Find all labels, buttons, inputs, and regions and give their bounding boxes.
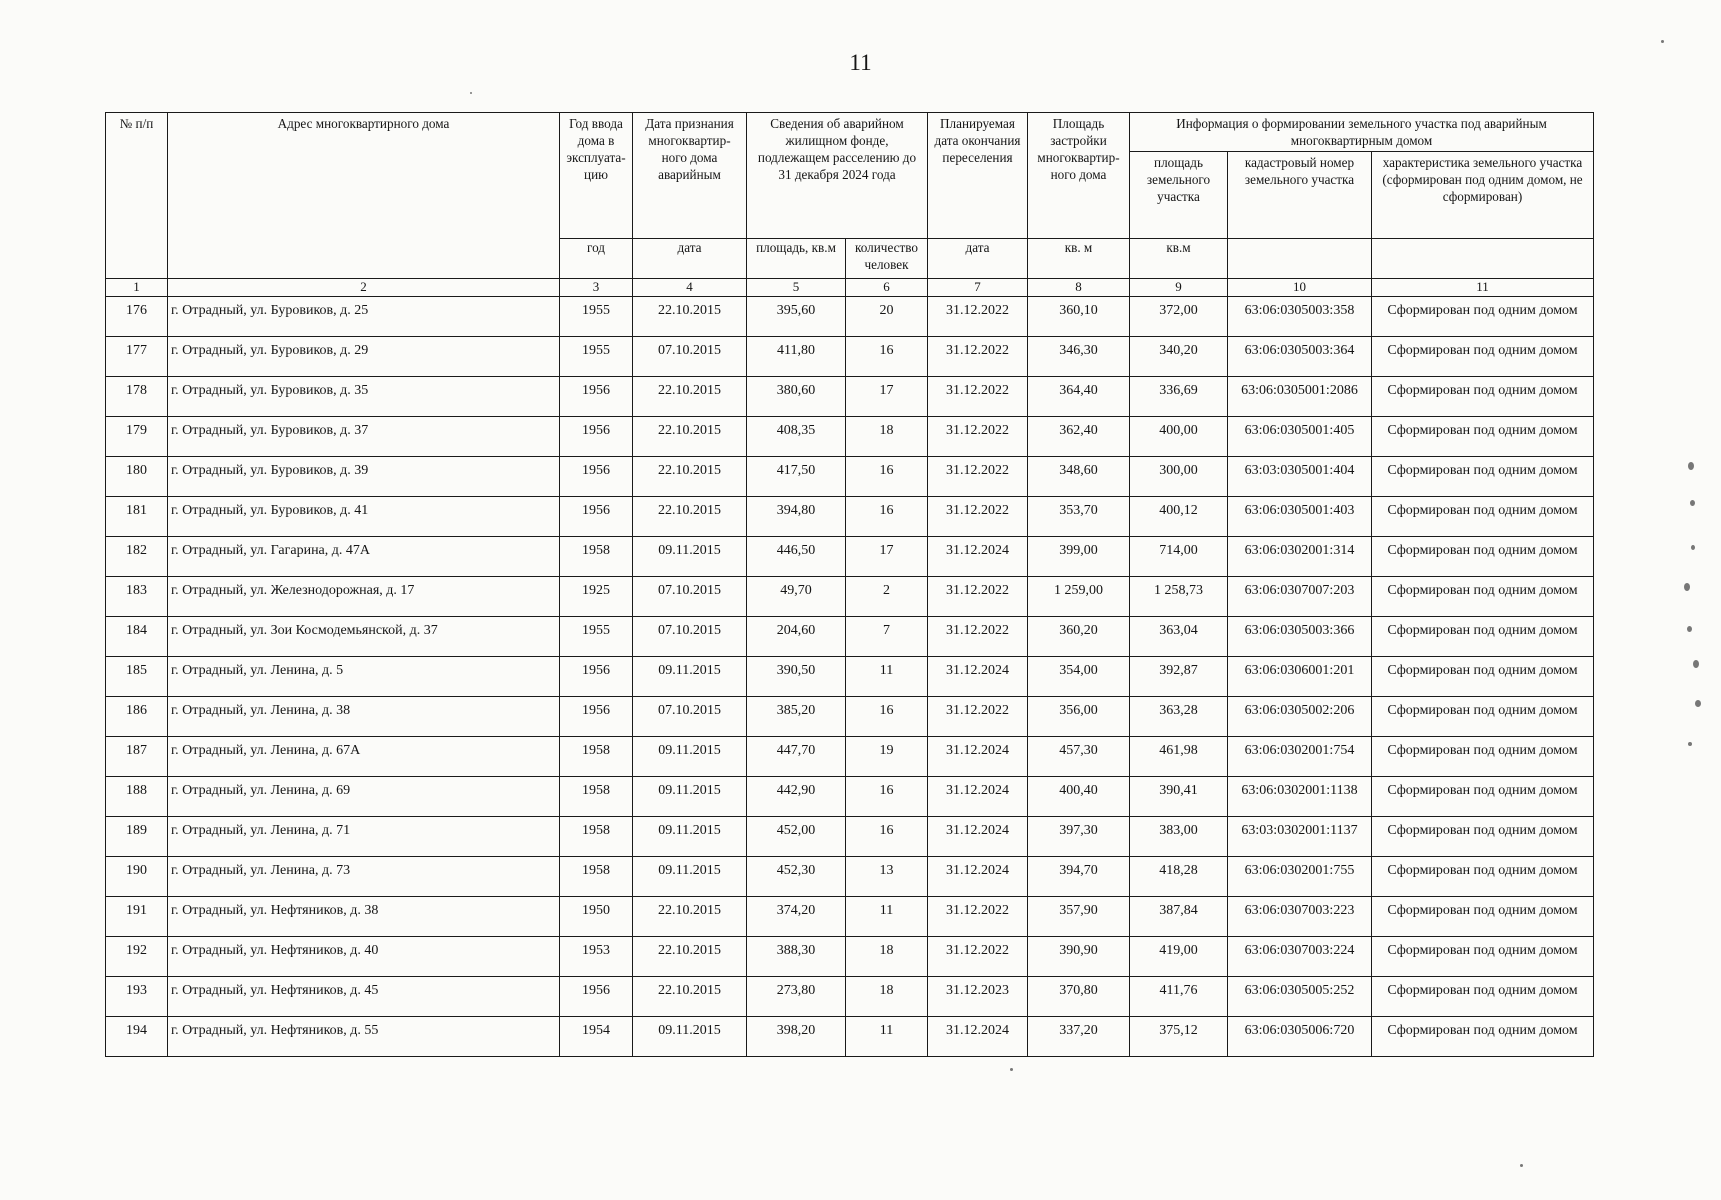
recognition-date-cell: 09.11.2015 — [633, 817, 747, 857]
year-cell: 1955 — [560, 617, 633, 657]
cadastre-number-cell: 63:06:0305006:720 — [1228, 1017, 1372, 1057]
resettlement-date-cell: 31.12.2024 — [928, 537, 1028, 577]
land-status-cell: Сформирован под одним домом — [1372, 897, 1594, 937]
cadastre-number-cell: 63:06:0307007:203 — [1228, 577, 1372, 617]
land-area-cell: 363,28 — [1130, 697, 1228, 737]
unit-build-area: кв. м — [1028, 239, 1130, 279]
recognition-date-cell: 07.10.2015 — [633, 577, 747, 617]
cadastre-number-cell: 63:06:0307003:223 — [1228, 897, 1372, 937]
recognition-date-cell: 22.10.2015 — [633, 497, 747, 537]
land-status-cell: Сформирован под одним домом — [1372, 497, 1594, 537]
building-area-cell: 337,20 — [1028, 1017, 1130, 1057]
year-cell: 1958 — [560, 537, 633, 577]
land-status-cell: Сформирован под одним домом — [1372, 737, 1594, 777]
people-count-cell: 16 — [846, 777, 928, 817]
land-status-cell: Сформирован под одним домом — [1372, 857, 1594, 897]
header-recognition-date: Дата признания многоквартир-ного дома аварийным — [633, 113, 747, 239]
recognition-date-cell: 22.10.2015 — [633, 897, 747, 937]
people-count-cell: 17 — [846, 537, 928, 577]
cadastre-number-cell: 63:03:0302001:1137 — [1228, 817, 1372, 857]
land-status-cell: Сформирован под одним домом — [1372, 617, 1594, 657]
people-count-cell: 11 — [846, 897, 928, 937]
address-cell: г. Отрадный, ул. Нефтяников, д. 38 — [168, 897, 560, 937]
recognition-date-cell: 09.11.2015 — [633, 1017, 747, 1057]
people-count-cell: 2 — [846, 577, 928, 617]
cadastre-number-cell: 63:03:0305001:404 — [1228, 457, 1372, 497]
people-count-cell: 11 — [846, 657, 928, 697]
year-cell: 1950 — [560, 897, 633, 937]
land-area-cell: 300,00 — [1130, 457, 1228, 497]
unit-area: площадь, кв.м — [747, 239, 846, 279]
row-number-cell: 183 — [106, 577, 168, 617]
people-count-cell: 7 — [846, 617, 928, 657]
table-row — [106, 857, 1594, 897]
year-cell: 1954 — [560, 1017, 633, 1057]
land-area-cell: 390,41 — [1130, 777, 1228, 817]
unit-date: дата — [633, 239, 747, 279]
column-number: 4 — [633, 279, 747, 297]
land-status-cell: Сформирован под одним домом — [1372, 417, 1594, 457]
building-area-cell: 360,10 — [1028, 297, 1130, 337]
column-number: 6 — [846, 279, 928, 297]
building-area-cell: 400,40 — [1028, 777, 1130, 817]
area-cell: 447,70 — [747, 737, 846, 777]
resettlement-date-cell: 31.12.2022 — [928, 457, 1028, 497]
row-number-cell: 180 — [106, 457, 168, 497]
people-count-cell: 16 — [846, 497, 928, 537]
address-cell: г. Отрадный, ул. Буровиков, д. 41 — [168, 497, 560, 537]
land-area-cell: 461,98 — [1130, 737, 1228, 777]
land-status-cell: Сформирован под одним домом — [1372, 337, 1594, 377]
year-cell: 1958 — [560, 817, 633, 857]
land-status-cell: Сформирован под одним домом — [1372, 457, 1594, 497]
area-cell: 398,20 — [747, 1017, 846, 1057]
recognition-date-cell: 07.10.2015 — [633, 697, 747, 737]
row-number-cell: 191 — [106, 897, 168, 937]
area-cell: 395,60 — [747, 297, 846, 337]
address-cell: г. Отрадный, ул. Нефтяников, д. 55 — [168, 1017, 560, 1057]
building-area-cell: 397,30 — [1028, 817, 1130, 857]
address-cell: г. Отрадный, ул. Ленина, д. 67А — [168, 737, 560, 777]
land-status-cell: Сформирован под одним домом — [1372, 297, 1594, 337]
recognition-date-cell: 09.11.2015 — [633, 537, 747, 577]
land-status-cell: Сформирован под одним домом — [1372, 577, 1594, 617]
building-area-cell: 353,70 — [1028, 497, 1130, 537]
people-count-cell: 16 — [846, 697, 928, 737]
resettlement-date-cell: 31.12.2022 — [928, 497, 1028, 537]
resettlement-date-cell: 31.12.2024 — [928, 1017, 1028, 1057]
cadastre-number-cell: 63:06:0305001:403 — [1228, 497, 1372, 537]
land-area-cell: 418,28 — [1130, 857, 1228, 897]
year-cell: 1956 — [560, 457, 633, 497]
cadastre-number-cell: 63:06:0305003:366 — [1228, 617, 1372, 657]
row-number-cell: 179 — [106, 417, 168, 457]
area-cell: 388,30 — [747, 937, 846, 977]
area-cell: 374,20 — [747, 897, 846, 937]
table-row — [106, 497, 1594, 537]
column-number: 5 — [747, 279, 846, 297]
area-cell: 452,30 — [747, 857, 846, 897]
address-cell: г. Отрадный, ул. Ленина, д. 69 — [168, 777, 560, 817]
resettlement-date-cell: 31.12.2022 — [928, 417, 1028, 457]
unit-people: количество человек — [846, 239, 928, 279]
land-area-cell: 400,00 — [1130, 417, 1228, 457]
row-number-cell: 190 — [106, 857, 168, 897]
cadastre-number-cell: 63:06:0306001:201 — [1228, 657, 1372, 697]
land-area-cell: 400,12 — [1130, 497, 1228, 537]
resettlement-date-cell: 31.12.2022 — [928, 897, 1028, 937]
building-area-cell: 354,00 — [1028, 657, 1130, 697]
area-cell: 394,80 — [747, 497, 846, 537]
cadastre-number-cell: 63:06:0305001:2086 — [1228, 377, 1372, 417]
table-row — [106, 977, 1594, 1017]
area-cell: 442,90 — [747, 777, 846, 817]
table-row — [106, 777, 1594, 817]
header-land-plot-group — [1130, 113, 1594, 239]
address-cell: г. Отрадный, ул. Буровиков, д. 39 — [168, 457, 560, 497]
row-number-cell: 189 — [106, 817, 168, 857]
area-cell: 411,80 — [747, 337, 846, 377]
row-number-cell: 176 — [106, 297, 168, 337]
row-number-cell: 182 — [106, 537, 168, 577]
address-cell: г. Отрадный, ул. Буровиков, д. 29 — [168, 337, 560, 377]
unit-year: год — [560, 239, 633, 279]
year-cell: 1955 — [560, 337, 633, 377]
building-area-cell: 370,80 — [1028, 977, 1130, 1017]
land-status-cell: Сформирован под одним домом — [1372, 937, 1594, 977]
column-number: 3 — [560, 279, 633, 297]
header-building-area: Площадь застройки многоквартир-ного дома — [1028, 113, 1130, 239]
year-cell: 1956 — [560, 417, 633, 457]
year-cell: 1956 — [560, 977, 633, 1017]
land-status-cell: Сформирован под одним домом — [1372, 817, 1594, 857]
building-area-cell: 1 259,00 — [1028, 577, 1130, 617]
cadastre-number-cell: 63:06:0305003:358 — [1228, 297, 1372, 337]
unit-land-area: кв.м — [1130, 239, 1228, 279]
resettlement-date-cell: 31.12.2024 — [928, 737, 1028, 777]
building-area-cell: 356,00 — [1028, 697, 1130, 737]
row-number-cell: 178 — [106, 377, 168, 417]
cadastre-number-cell: 63:06:0305003:364 — [1228, 337, 1372, 377]
area-cell: 204,60 — [747, 617, 846, 657]
resettlement-date-cell: 31.12.2022 — [928, 617, 1028, 657]
year-cell: 1955 — [560, 297, 633, 337]
header-land-status: характеристика земельного участка (сформирован под одним домом, не сформирован) — [1382, 155, 1583, 204]
table-row — [106, 697, 1594, 737]
people-count-cell: 13 — [846, 857, 928, 897]
header-row-number: № п/п — [106, 113, 168, 279]
resettlement-date-cell: 31.12.2023 — [928, 977, 1028, 1017]
address-cell: г. Отрадный, ул. Гагарина, д. 47А — [168, 537, 560, 577]
table-row — [106, 457, 1594, 497]
people-count-cell: 18 — [846, 977, 928, 1017]
land-area-cell: 392,87 — [1130, 657, 1228, 697]
cadastre-number-cell: 63:06:0305002:206 — [1228, 697, 1372, 737]
year-cell: 1958 — [560, 857, 633, 897]
cadastre-number-cell: 63:06:0302001:314 — [1228, 537, 1372, 577]
address-cell: г. Отрадный, ул. Буровиков, д. 35 — [168, 377, 560, 417]
resettlement-date-cell: 31.12.2022 — [928, 377, 1028, 417]
table-row — [106, 537, 1594, 577]
people-count-cell: 18 — [846, 937, 928, 977]
land-status-cell: Сформирован под одним домом — [1372, 697, 1594, 737]
header-land-plot-info: Информация о формировании земельного участка под аварийным многоквартирным домом — [1130, 113, 1593, 152]
cadastre-number-cell: 63:06:0305005:252 — [1228, 977, 1372, 1017]
building-area-cell: 348,60 — [1028, 457, 1130, 497]
row-number-cell: 194 — [106, 1017, 168, 1057]
recognition-date-cell: 22.10.2015 — [633, 977, 747, 1017]
unit-land-status — [1372, 239, 1594, 279]
resettlement-date-cell: 31.12.2022 — [928, 577, 1028, 617]
people-count-cell: 18 — [846, 417, 928, 457]
land-area-cell: 714,00 — [1130, 537, 1228, 577]
building-area-cell: 346,30 — [1028, 337, 1130, 377]
address-cell: г. Отрадный, ул. Зои Космодемьянской, д. 37 — [168, 617, 560, 657]
recognition-date-cell: 22.10.2015 — [633, 937, 747, 977]
year-cell: 1958 — [560, 737, 633, 777]
table-row — [106, 1017, 1594, 1057]
resettlement-date-cell: 31.12.2024 — [928, 777, 1028, 817]
cadastre-number-cell: 63:06:0302001:1138 — [1228, 777, 1372, 817]
year-cell: 1956 — [560, 497, 633, 537]
people-count-cell: 16 — [846, 457, 928, 497]
resettlement-date-cell: 31.12.2024 — [928, 817, 1028, 857]
land-area-cell: 1 258,73 — [1130, 577, 1228, 617]
recognition-date-cell: 09.11.2015 — [633, 857, 747, 897]
row-number-cell: 184 — [106, 617, 168, 657]
recognition-date-cell: 07.10.2015 — [633, 337, 747, 377]
year-cell: 1925 — [560, 577, 633, 617]
column-number: 9 — [1130, 279, 1228, 297]
row-number-cell: 193 — [106, 977, 168, 1017]
address-cell: г. Отрадный, ул. Нефтяников, д. 45 — [168, 977, 560, 1017]
land-area-cell: 419,00 — [1130, 937, 1228, 977]
area-cell: 390,50 — [747, 657, 846, 697]
column-number: 1 — [106, 279, 168, 297]
people-count-cell: 20 — [846, 297, 928, 337]
people-count-cell: 17 — [846, 377, 928, 417]
address-cell: г. Отрадный, ул. Ленина, д. 38 — [168, 697, 560, 737]
year-cell: 1956 — [560, 657, 633, 697]
building-area-cell: 399,00 — [1028, 537, 1130, 577]
address-cell: г. Отрадный, ул. Ленина, д. 73 — [168, 857, 560, 897]
cadastre-number-cell: 63:06:0307003:224 — [1228, 937, 1372, 977]
land-area-cell: 383,00 — [1130, 817, 1228, 857]
land-status-cell: Сформирован под одним домом — [1372, 537, 1594, 577]
table-row — [106, 937, 1594, 977]
area-cell: 273,80 — [747, 977, 846, 1017]
recognition-date-cell: 22.10.2015 — [633, 297, 747, 337]
recognition-date-cell: 09.11.2015 — [633, 737, 747, 777]
header-emergency-fund: Сведения об аварийном жилищном фонде, подлежащем расселению до 31 декабря 2024 года — [747, 113, 928, 239]
recognition-date-cell: 22.10.2015 — [633, 457, 747, 497]
land-area-cell: 336,69 — [1130, 377, 1228, 417]
recognition-date-cell: 22.10.2015 — [633, 417, 747, 457]
year-cell: 1956 — [560, 377, 633, 417]
building-area-cell: 394,70 — [1028, 857, 1130, 897]
row-number-cell: 177 — [106, 337, 168, 377]
people-count-cell: 16 — [846, 337, 928, 377]
people-count-cell: 16 — [846, 817, 928, 857]
header-land-area: площадь земельного участка — [1130, 152, 1228, 238]
year-cell: 1958 — [560, 777, 633, 817]
header-cadastre: кадастровый номер земельного участка — [1228, 152, 1372, 238]
address-cell: г. Отрадный, ул. Буровиков, д. 37 — [168, 417, 560, 457]
recognition-date-cell: 07.10.2015 — [633, 617, 747, 657]
land-status-cell: Сформирован под одним домом — [1372, 657, 1594, 697]
page-number: 11 — [849, 50, 872, 75]
row-number-cell: 192 — [106, 937, 168, 977]
resettlement-date-cell: 31.12.2022 — [928, 697, 1028, 737]
year-cell: 1953 — [560, 937, 633, 977]
building-area-cell: 360,20 — [1028, 617, 1130, 657]
cadastre-number-cell: 63:06:0305001:405 — [1228, 417, 1372, 457]
table-row — [106, 897, 1594, 937]
building-area-cell: 390,90 — [1028, 937, 1130, 977]
area-cell: 49,70 — [747, 577, 846, 617]
land-status-cell: Сформирован под одним домом — [1372, 1017, 1594, 1057]
table-row — [106, 377, 1594, 417]
year-cell: 1956 — [560, 697, 633, 737]
building-area-cell: 357,90 — [1028, 897, 1130, 937]
land-area-cell: 411,76 — [1130, 977, 1228, 1017]
table-row — [106, 417, 1594, 457]
column-number: 2 — [168, 279, 560, 297]
land-status-cell: Сформирован под одним домом — [1372, 777, 1594, 817]
emergency-housing-table — [105, 112, 1594, 1057]
building-area-cell: 362,40 — [1028, 417, 1130, 457]
address-cell: г. Отрадный, ул. Ленина, д. 5 — [168, 657, 560, 697]
cadastre-number-cell: 63:06:0302001:754 — [1228, 737, 1372, 777]
land-area-cell: 340,20 — [1130, 337, 1228, 377]
building-area-cell: 364,40 — [1028, 377, 1130, 417]
resettlement-date-cell: 31.12.2022 — [928, 937, 1028, 977]
area-cell: 417,50 — [747, 457, 846, 497]
header-address: Адрес многоквартирного дома — [168, 113, 560, 279]
land-area-cell: 375,12 — [1130, 1017, 1228, 1057]
column-number: 7 — [928, 279, 1028, 297]
column-number: 8 — [1028, 279, 1130, 297]
row-number-cell: 181 — [106, 497, 168, 537]
column-number: 11 — [1372, 279, 1594, 297]
people-count-cell: 11 — [846, 1017, 928, 1057]
header-resettlement-date: Планируемая дата окончания переселения — [928, 113, 1028, 239]
land-status-cell: Сформирован под одним домом — [1372, 977, 1594, 1017]
people-count-cell: 19 — [846, 737, 928, 777]
resettlement-date-cell: 31.12.2024 — [928, 657, 1028, 697]
land-area-cell: 363,04 — [1130, 617, 1228, 657]
building-area-cell: 457,30 — [1028, 737, 1130, 777]
land-area-cell: 372,00 — [1130, 297, 1228, 337]
table-row — [106, 577, 1594, 617]
address-cell: г. Отрадный, ул. Ленина, д. 71 — [168, 817, 560, 857]
row-number-cell: 187 — [106, 737, 168, 777]
column-number: 10 — [1228, 279, 1372, 297]
address-cell: г. Отрадный, ул. Буровиков, д. 25 — [168, 297, 560, 337]
column-number-row — [106, 279, 1594, 297]
cadastre-number-cell: 63:06:0302001:755 — [1228, 857, 1372, 897]
resettlement-date-cell: 31.12.2022 — [928, 297, 1028, 337]
row-number-cell: 188 — [106, 777, 168, 817]
table-row — [106, 337, 1594, 377]
land-status-cell: Сформирован под одним домом — [1372, 377, 1594, 417]
area-cell: 452,00 — [747, 817, 846, 857]
unit-resettle-date: дата — [928, 239, 1028, 279]
unit-cadastre — [1228, 239, 1372, 279]
row-number-cell: 185 — [106, 657, 168, 697]
resettlement-date-cell: 31.12.2022 — [928, 337, 1028, 377]
row-number-cell: 186 — [106, 697, 168, 737]
land-area-cell: 387,84 — [1130, 897, 1228, 937]
address-cell: г. Отрадный, ул. Нефтяников, д. 40 — [168, 937, 560, 977]
table-row — [106, 657, 1594, 697]
address-cell: г. Отрадный, ул. Железнодорожная, д. 17 — [168, 577, 560, 617]
table-row — [106, 297, 1594, 337]
resettlement-date-cell: 31.12.2024 — [928, 857, 1028, 897]
header-year: Год ввода дома в эксплуата-цию — [560, 113, 633, 239]
header-row — [106, 113, 1594, 239]
table-row — [106, 817, 1594, 857]
recognition-date-cell: 09.11.2015 — [633, 777, 747, 817]
table-row — [106, 737, 1594, 777]
recognition-date-cell: 22.10.2015 — [633, 377, 747, 417]
area-cell: 380,60 — [747, 377, 846, 417]
table-row — [106, 617, 1594, 657]
area-cell: 385,20 — [747, 697, 846, 737]
area-cell: 446,50 — [747, 537, 846, 577]
area-cell: 408,35 — [747, 417, 846, 457]
recognition-date-cell: 09.11.2015 — [633, 657, 747, 697]
